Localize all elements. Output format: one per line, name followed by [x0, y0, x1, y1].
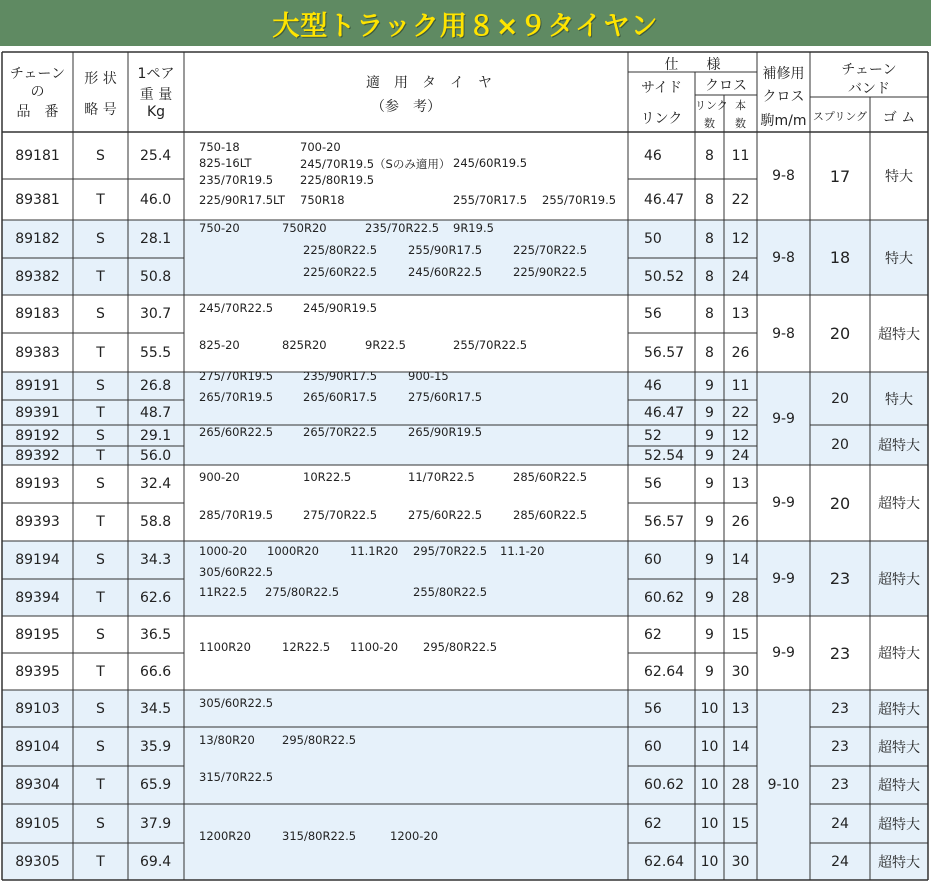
tire-size: 255/80R22.5 [413, 585, 488, 599]
chain-count-cell: 22 [731, 191, 750, 208]
weight-cell: 55.5 [140, 344, 172, 361]
link-count-cell: 10 [700, 777, 719, 793]
weight-cell: 62.6 [140, 589, 172, 606]
tire-size: 900-15 [408, 369, 449, 383]
spring-band-cell: 23 [829, 643, 851, 663]
shape-code-cell: T [96, 447, 105, 464]
chain-number-cell: 89105 [15, 815, 60, 832]
tire-size: 225/80R19.5 [300, 173, 375, 187]
rubber-band-cell: 超特大 [878, 496, 920, 512]
chain-count-cell: 26 [731, 344, 750, 361]
chain-number-cell: 89194 [15, 552, 60, 568]
spring-band-cell: 23 [831, 700, 849, 717]
link-count-cell: 9 [705, 663, 714, 680]
tire-size: 11.1R20 [350, 544, 399, 558]
weight-cell: 25.4 [140, 147, 172, 164]
side-link-cell: 60 [644, 552, 662, 568]
tire-size: 225/90R22.5 [513, 265, 588, 279]
shape-code-cell: S [96, 738, 105, 755]
header-weight: 1ペア [137, 66, 175, 82]
header-side-link: リンク [640, 111, 683, 127]
chain-number-cell: 89183 [15, 306, 60, 322]
chain-number-cell: 89181 [15, 147, 60, 164]
shape-code-cell: S [96, 378, 105, 394]
shape-code-cell: T [96, 404, 105, 421]
side-link-cell: 50.52 [644, 268, 685, 285]
repair-cross-cell: 9-9 [772, 410, 795, 427]
weight-cell: 34.3 [140, 552, 172, 568]
tire-size: 275/70R19.5 [199, 369, 274, 383]
link-count-cell: 8 [705, 268, 714, 285]
tire-size: 245/60R19.5 [453, 156, 528, 170]
header-chain-number: 品 番 [16, 104, 59, 120]
tire-size: 285/60R22.5 [513, 508, 588, 522]
tire-size: 700-20 [300, 140, 341, 154]
link-count-cell: 9 [705, 589, 714, 606]
link-count-cell: 9 [705, 447, 714, 464]
tire-size: 235/70R19.5 [199, 173, 274, 187]
tire-size: 9R19.5 [453, 221, 494, 235]
shape-code-cell: T [96, 663, 105, 680]
tire-size: 13/80R20 [199, 733, 255, 747]
shape-code-cell: S [96, 626, 105, 643]
tire-size: 1100R20 [199, 640, 251, 654]
chain-count-cell: 28 [731, 777, 750, 793]
side-link-cell: 52 [644, 427, 662, 444]
weight-cell: 37.9 [140, 815, 172, 832]
weight-cell: 35.9 [140, 738, 172, 755]
shape-code-cell: S [96, 815, 105, 832]
rubber-band-cell: 超特大 [878, 816, 920, 833]
weight-cell: 56.0 [140, 447, 172, 464]
shape-code-cell: S [96, 147, 105, 164]
rubber-band-cell: 超特大 [878, 326, 920, 343]
chain-count-cell: 24 [731, 268, 750, 285]
rubber-band-cell: 超特大 [878, 778, 920, 794]
header-applicable-tire: 適 用 タ イ ヤ [366, 75, 492, 91]
shape-code-cell: T [96, 853, 105, 870]
link-count-cell: 9 [705, 552, 714, 568]
tire-size: 265/70R22.5 [303, 425, 378, 439]
tire-size: 9R22.5 [365, 338, 406, 352]
tire-size: 11/70R22.5 [408, 470, 475, 484]
chain-count-cell: 24 [731, 447, 750, 464]
header-chain-band: チェーン [841, 62, 897, 78]
tire-size: 750-18 [199, 140, 240, 154]
chain-number-cell: 89104 [15, 738, 60, 755]
tire-size: 275/60R22.5 [408, 508, 483, 522]
link-count-cell: 9 [705, 427, 714, 444]
spring-band-cell: 18 [829, 248, 851, 267]
side-link-cell: 60.62 [644, 777, 685, 793]
side-link-cell: 46.47 [644, 191, 685, 208]
rubber-band-cell: 超特大 [878, 854, 920, 871]
link-count-cell: 8 [705, 344, 714, 361]
shape-code-cell: S [96, 552, 105, 568]
shape-code-cell: T [96, 589, 105, 606]
tire-size: 750R20 [282, 221, 327, 235]
tire-size: 235/70R22.5 [365, 221, 440, 235]
chain-count-cell: 13 [731, 476, 750, 492]
weight-cell: 34.5 [140, 700, 172, 717]
repair-cross-cell: 9-9 [772, 495, 795, 511]
side-link-cell: 62 [644, 626, 662, 643]
side-link-cell: 62 [644, 815, 662, 832]
chain-number-cell: 89182 [15, 231, 60, 247]
link-count-cell: 9 [705, 404, 714, 421]
header-repair-cross: クロス [762, 89, 805, 105]
side-link-cell: 56.57 [644, 514, 685, 530]
spring-band-cell: 23 [831, 738, 849, 755]
tire-size: 295/80R22.5 [423, 640, 498, 654]
page-title: 大型トラック用８×９タイヤン [272, 10, 659, 42]
tire-size: 1100-20 [350, 640, 399, 654]
link-count-cell: 10 [700, 738, 719, 755]
weight-cell: 50.8 [140, 268, 172, 285]
header-spec: 仕 様 [664, 57, 721, 73]
header-cross: クロス [705, 78, 747, 94]
chain-number-cell: 89393 [15, 514, 60, 530]
side-link-cell: 62.64 [644, 663, 685, 680]
spring-band-cell: 24 [831, 853, 849, 870]
repair-cross-cell: 9-8 [772, 249, 795, 266]
chain-number-cell: 89392 [15, 447, 60, 464]
weight-cell: 46.0 [140, 191, 172, 208]
rubber-band-cell: 特大 [885, 169, 913, 185]
weight-cell: 28.1 [140, 231, 172, 247]
tire-size: 245/60R22.5 [408, 265, 483, 279]
header-repair-cross: 補修用 [762, 66, 805, 82]
link-count-cell: 9 [705, 476, 714, 492]
side-link-cell: 50 [644, 231, 662, 247]
chain-count-cell: 30 [731, 853, 750, 870]
chain-count-cell: 13 [731, 700, 750, 717]
link-count-cell: 10 [700, 853, 719, 870]
shape-code-cell: S [96, 306, 105, 322]
chain-number-cell: 89193 [15, 476, 60, 492]
side-link-cell: 46.47 [644, 404, 685, 421]
chain-count-cell: 14 [731, 738, 750, 755]
spring-band-cell: 17 [829, 166, 851, 186]
side-link-cell: 56 [644, 476, 662, 492]
tire-size: 305/60R22.5 [199, 696, 274, 710]
tire-size: 275/60R17.5 [408, 390, 483, 404]
tire-size: 295/80R22.5 [282, 733, 357, 747]
link-count-cell: 8 [705, 306, 714, 322]
tire-size: 235/90R17.5 [303, 369, 378, 383]
weight-cell: 66.6 [140, 663, 172, 680]
tire-size: 255/70R17.5 [453, 193, 528, 207]
shape-code-cell: S [96, 231, 105, 247]
spring-band-cell: 24 [831, 815, 849, 832]
spring-band-cell: 20 [831, 390, 849, 407]
spring-band-cell: 23 [831, 777, 849, 793]
header-applicable-tire: （参 考） [371, 99, 441, 115]
tire-size: 315/70R22.5 [199, 770, 274, 784]
tire-size: 275/80R22.5 [265, 585, 340, 599]
chain-count-cell: 15 [731, 815, 750, 832]
rubber-band-cell: 超特大 [878, 571, 920, 588]
rubber-band-cell: 特大 [885, 391, 913, 408]
weight-cell: 36.5 [140, 626, 172, 643]
repair-cross-cell: 9-9 [772, 645, 795, 661]
repair-cross-cell: 9-9 [772, 570, 795, 587]
tire-size: 265/60R22.5 [199, 425, 274, 439]
header-chain-number: チェーン [9, 66, 66, 82]
header-weight: 重 量 [139, 87, 173, 103]
chain-number-cell: 89305 [15, 853, 60, 870]
tire-size: 265/60R17.5 [303, 390, 378, 404]
tire-size: 255/70R22.5 [453, 338, 528, 352]
link-count-cell: 9 [705, 378, 714, 394]
link-count-cell: 8 [705, 147, 714, 164]
tire-size: 315/80R22.5 [282, 829, 357, 843]
side-link-cell: 56 [644, 306, 662, 322]
side-link-cell: 60.62 [644, 589, 685, 606]
chain-count-cell: 30 [731, 663, 750, 680]
repair-cross-cell: 9-8 [772, 325, 795, 342]
tire-size: 1200-20 [390, 829, 439, 843]
tire-size: 11.1-20 [500, 544, 545, 558]
rubber-band-cell: 超特大 [878, 701, 920, 718]
spring-band-cell: 20 [831, 437, 849, 453]
rubber-band-cell: 特大 [885, 250, 913, 267]
link-count-cell: 9 [705, 514, 714, 530]
weight-cell: 32.4 [140, 476, 172, 492]
chain-count-cell: 11 [731, 147, 750, 164]
chain-number-cell: 89383 [15, 344, 60, 361]
chain-number-cell: 89381 [15, 191, 60, 208]
shape-code-cell: T [96, 777, 105, 793]
header-rubber: ゴ ム [882, 110, 916, 126]
tire-size: 255/90R17.5 [408, 243, 483, 257]
header-chain-number: の [30, 84, 45, 100]
side-link-cell: 62.64 [644, 853, 685, 870]
chain-number-cell: 89103 [15, 700, 60, 717]
tire-size: 295/70R22.5 [413, 544, 488, 558]
chain-number-cell: 89395 [15, 663, 60, 680]
shape-code-cell: S [96, 427, 105, 444]
tire-size: 245/70R22.5 [199, 301, 274, 315]
link-count-cell: 9 [705, 626, 714, 643]
shape-code-cell: T [96, 191, 105, 208]
spring-band-cell: 23 [829, 569, 851, 588]
side-link-cell: 56.57 [644, 344, 685, 361]
tire-size: 245/90R19.5 [303, 301, 378, 315]
repair-cross-cell: 9-10 [767, 777, 800, 793]
tire-size: 1200R20 [199, 829, 251, 843]
tire-size: 900-20 [199, 470, 240, 484]
repair-cross-cell: 9-8 [772, 168, 795, 184]
weight-cell: 30.7 [140, 306, 172, 322]
tire-size: 225/70R22.5 [513, 243, 588, 257]
header-shape-code: 略 号 [84, 102, 117, 118]
side-link-cell: 52.54 [644, 447, 685, 464]
chain-number-cell: 89192 [15, 427, 60, 444]
shape-code-cell: T [96, 344, 105, 361]
shape-code-cell: T [96, 268, 105, 285]
tire-size: 10R22.5 [303, 470, 352, 484]
side-link-cell: 60 [644, 738, 662, 755]
tire-size: 750-20 [199, 221, 240, 235]
link-count-cell: 8 [705, 231, 714, 247]
tire-size: 305/60R22.5 [199, 565, 274, 579]
header-shape-code: 形 状 [84, 71, 117, 87]
tire-size: 285/70R19.5 [199, 508, 274, 522]
chain-count-cell: 13 [731, 306, 750, 322]
spring-band-cell: 20 [829, 493, 851, 513]
shape-code-cell: S [96, 700, 105, 717]
tire-size: 225/80R22.5 [303, 243, 378, 257]
spring-band-cell: 20 [829, 324, 851, 343]
rubber-band-cell: 超特大 [878, 438, 920, 454]
tire-size: 225/60R22.5 [303, 265, 378, 279]
tire-size: 275/70R22.5 [303, 508, 378, 522]
chain-count-cell: 11 [731, 378, 750, 394]
link-count-cell: 10 [700, 815, 719, 832]
side-link-cell: 46 [644, 378, 662, 394]
header-spring: スプリング [812, 110, 868, 123]
weight-cell: 65.9 [140, 777, 172, 793]
tire-size: 265/90R19.5 [408, 425, 483, 439]
tire-size: 245/70R19.5（Sのみ適用） [300, 157, 451, 171]
chain-number-cell: 89391 [15, 404, 60, 421]
weight-cell: 26.8 [140, 378, 172, 394]
weight-cell: 29.1 [140, 427, 172, 444]
header-links: 数 [704, 117, 715, 130]
tire-size: 1000R20 [267, 544, 319, 558]
tire-size: 12R22.5 [282, 640, 331, 654]
chain-count-cell: 14 [731, 552, 750, 568]
tire-size: 11R22.5 [199, 585, 248, 599]
tire-size: 825-16LT [199, 156, 252, 170]
chain-count-cell: 26 [731, 514, 750, 530]
header-repair-cross: 駒m/m [760, 113, 807, 129]
chain-count-cell: 22 [731, 404, 750, 421]
weight-cell: 48.7 [140, 404, 172, 421]
chain-number-cell: 89394 [15, 589, 60, 606]
rubber-band-cell: 超特大 [878, 646, 920, 662]
side-link-cell: 46 [644, 147, 662, 164]
tire-size: 750R18 [300, 193, 345, 207]
header-count: 本 [735, 99, 746, 112]
header-count: 数 [735, 117, 746, 130]
tire-size: 255/70R19.5 [542, 193, 617, 207]
chain-number-cell: 89191 [15, 378, 60, 394]
chain-number-cell: 89382 [15, 268, 60, 285]
link-count-cell: 8 [705, 191, 714, 208]
header-links: リンク [695, 99, 728, 112]
chain-number-cell: 89195 [15, 626, 60, 643]
chain-count-cell: 28 [731, 589, 750, 606]
header-side-link: サイド [640, 80, 683, 96]
chain-count-cell: 12 [731, 231, 750, 247]
chain-count-cell: 15 [731, 626, 750, 643]
shape-code-cell: T [96, 514, 105, 530]
weight-cell: 69.4 [140, 853, 172, 870]
weight-cell: 58.8 [140, 514, 172, 530]
tire-size: 825-20 [199, 338, 240, 352]
rubber-band-cell: 超特大 [878, 739, 920, 756]
tire-size: 1000-20 [199, 544, 248, 558]
tire-size: 825R20 [282, 338, 327, 352]
side-link-cell: 56 [644, 700, 662, 717]
link-count-cell: 10 [700, 700, 719, 717]
shape-code-cell: S [96, 476, 105, 492]
chain-count-cell: 12 [731, 427, 750, 444]
tire-size: 265/70R19.5 [199, 390, 274, 404]
chain-number-cell: 89304 [15, 777, 60, 793]
tire-size: 285/60R22.5 [513, 470, 588, 484]
tire-size: 225/90R17.5LT [199, 193, 285, 207]
header-chain-band: バンド [848, 81, 890, 97]
header-weight: Kg [146, 104, 166, 120]
